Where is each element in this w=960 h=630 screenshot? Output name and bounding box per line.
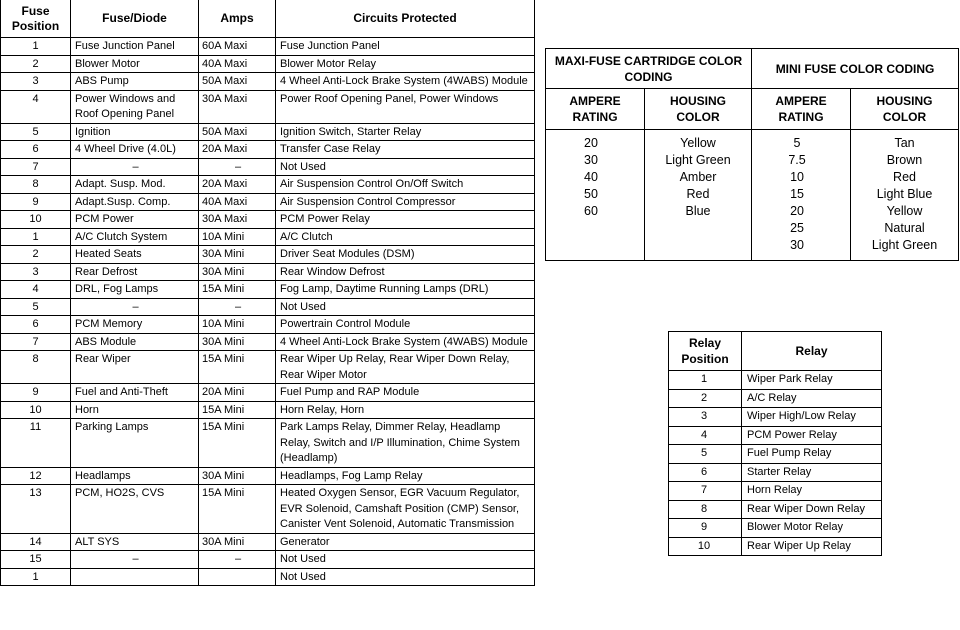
maxi-colors-list bbox=[645, 130, 752, 261]
table-row bbox=[1, 298, 535, 316]
table-row bbox=[669, 371, 882, 390]
table-row bbox=[1, 55, 535, 73]
fuse-amps: 30A Maxi bbox=[199, 90, 276, 123]
maxi-ampere-rating: 20 bbox=[584, 136, 598, 150]
mini-ampere-rating: 30 bbox=[790, 238, 804, 252]
mini-colors-list bbox=[851, 130, 959, 261]
table-row bbox=[669, 389, 882, 408]
fuse-amps: 30A Mini bbox=[199, 467, 276, 485]
fuse-name: Blower Motor bbox=[71, 55, 199, 73]
circuits-protected: Fuel Pump and RAP Module bbox=[276, 384, 535, 402]
circuits-protected: Fuse Junction Panel bbox=[276, 38, 535, 56]
fuse-amps: 50A Maxi bbox=[199, 123, 276, 141]
relay-name: Horn Relay bbox=[742, 482, 882, 501]
relay-position: 8 bbox=[669, 500, 742, 519]
mini-housing-color: Natural bbox=[884, 221, 925, 235]
maxi-ampere-rating: 60 bbox=[584, 204, 598, 218]
fuse-amps: 20A Maxi bbox=[199, 176, 276, 194]
fuse-name: A/C Clutch System bbox=[71, 228, 199, 246]
fuse-name: Fuel and Anti-Theft bbox=[71, 384, 199, 402]
fuse-amps: 40A Maxi bbox=[199, 55, 276, 73]
circuits-protected: Park Lamps Relay, Dimmer Relay, Headlamp Relay, Switch and I/P Illumination, Chime System (Headlamp) bbox=[276, 419, 535, 468]
table-row bbox=[669, 445, 882, 464]
fuse-position: 9 bbox=[1, 384, 71, 402]
fuse-position: 6 bbox=[1, 316, 71, 334]
fuse-amps: 15A Mini bbox=[199, 419, 276, 468]
fuse-name: Parking Lamps bbox=[71, 419, 199, 468]
fuse-amps: – bbox=[199, 158, 276, 176]
fuse-amps: 30A Mini bbox=[199, 263, 276, 281]
table-row bbox=[1, 351, 535, 384]
mini-ratings-list bbox=[752, 130, 851, 261]
fuse-name: ALT SYS bbox=[71, 533, 199, 551]
table-row bbox=[669, 408, 882, 427]
relay-position: 10 bbox=[669, 537, 742, 556]
table-row bbox=[1, 246, 535, 264]
mini-ampere-rating: 7.5 bbox=[788, 153, 806, 167]
mini-housing-color: Light Blue bbox=[876, 187, 933, 201]
maxi-housing-color: Yellow bbox=[680, 136, 716, 150]
fuse-amps: 15A Mini bbox=[199, 485, 276, 534]
relay-position: 1 bbox=[669, 371, 742, 390]
fuse-table-header bbox=[1, 0, 535, 38]
circuits-protected: PCM Power Relay bbox=[276, 211, 535, 229]
fuse-name: Headlamps bbox=[71, 467, 199, 485]
fuse-position: 5 bbox=[1, 123, 71, 141]
fuse-name: – bbox=[71, 158, 199, 176]
fuse-position: 2 bbox=[1, 55, 71, 73]
fuse-name: Rear Defrost bbox=[71, 263, 199, 281]
fuse-position: 1 bbox=[1, 568, 71, 586]
fuse-amps: 10A Mini bbox=[199, 228, 276, 246]
relay-name: Fuel Pump Relay bbox=[742, 445, 882, 464]
relay-position: 4 bbox=[669, 426, 742, 445]
fuse-amps: 20A Maxi bbox=[199, 141, 276, 159]
fuse-position: 6 bbox=[1, 141, 71, 159]
table-row bbox=[1, 263, 535, 281]
circuits-protected: Ignition Switch, Starter Relay bbox=[276, 123, 535, 141]
maxi-housing-color: Blue bbox=[685, 204, 711, 218]
fuse-amps: 30A Mini bbox=[199, 533, 276, 551]
fuse-position: 4 bbox=[1, 281, 71, 299]
relay-table bbox=[668, 331, 882, 556]
circuits-protected: Heated Oxygen Sensor, EGR Vacuum Regulator, EVR Solenoid, Camshaft Position (CMP) Sensor, Canister Vent Solenoid, Automatic Transmission bbox=[276, 485, 535, 534]
relay-position: 6 bbox=[669, 463, 742, 482]
maxi-fuse-color-coding-title: MAXI-FUSE CARTRIDGE COLOR CODING bbox=[546, 49, 752, 89]
relay-name: Wiper Park Relay bbox=[742, 371, 882, 390]
fuse-position: 7 bbox=[1, 333, 71, 351]
relay-name: Rear Wiper Up Relay bbox=[742, 537, 882, 556]
table-row bbox=[669, 500, 882, 519]
circuits-protected: A/C Clutch bbox=[276, 228, 535, 246]
table-row bbox=[1, 228, 535, 246]
circuits-protected: 4 Wheel Anti-Lock Brake System (4WABS) Module bbox=[276, 73, 535, 91]
table-row bbox=[1, 176, 535, 194]
table-row bbox=[1, 333, 535, 351]
relay-name: A/C Relay bbox=[742, 389, 882, 408]
mini-housing-color: Brown bbox=[886, 153, 923, 167]
mini-ampere-rating: 20 bbox=[790, 204, 804, 218]
fuse-name: – bbox=[71, 298, 199, 316]
table-row bbox=[669, 519, 882, 538]
fuse-amps: 50A Maxi bbox=[199, 73, 276, 91]
fuse-name: PCM Memory bbox=[71, 316, 199, 334]
table-row bbox=[1, 419, 535, 468]
table-row bbox=[669, 537, 882, 556]
fuse-position: 3 bbox=[1, 73, 71, 91]
table-row bbox=[1, 533, 535, 551]
fuse-position: 7 bbox=[1, 158, 71, 176]
circuits-protected: Fog Lamp, Daytime Running Lamps (DRL) bbox=[276, 281, 535, 299]
fuse-position: 13 bbox=[1, 485, 71, 534]
mini-ampere-rating-header: AMPERE RATING bbox=[752, 89, 851, 130]
fuse-amps: 30A Mini bbox=[199, 333, 276, 351]
circuits-protected: Not Used bbox=[276, 568, 535, 586]
relay-position: 3 bbox=[669, 408, 742, 427]
fuse-name: Adapt.Susp. Comp. bbox=[71, 193, 199, 211]
header-relay-position: Relay Position bbox=[669, 332, 742, 371]
table-row bbox=[1, 551, 535, 569]
maxi-ampere-rating: 30 bbox=[584, 153, 598, 167]
mini-ampere-rating: 10 bbox=[790, 170, 804, 184]
table-row bbox=[1, 281, 535, 299]
relay-table-body bbox=[669, 371, 882, 556]
fuse-name: ABS Pump bbox=[71, 73, 199, 91]
fuse-amps: 40A Maxi bbox=[199, 193, 276, 211]
fuse-position: 5 bbox=[1, 298, 71, 316]
header-fuse-diode: Fuse/Diode bbox=[71, 0, 199, 38]
mini-housing-color: Tan bbox=[894, 136, 915, 150]
table-row bbox=[1, 568, 535, 586]
circuits-protected: Not Used bbox=[276, 158, 535, 176]
relay-name: Rear Wiper Down Relay bbox=[742, 500, 882, 519]
fuse-amps bbox=[199, 568, 276, 586]
fuse-amps: 15A Mini bbox=[199, 401, 276, 419]
table-row bbox=[1, 193, 535, 211]
fuse-amps: 15A Mini bbox=[199, 351, 276, 384]
mini-fuse-color-coding-title: MINI FUSE COLOR CODING bbox=[752, 49, 959, 89]
table-row bbox=[1, 123, 535, 141]
fuse-name: – bbox=[71, 551, 199, 569]
fuse-position: 4 bbox=[1, 90, 71, 123]
table-row bbox=[1, 38, 535, 56]
mini-housing-color: Light Green bbox=[871, 238, 938, 252]
relay-position: 9 bbox=[669, 519, 742, 538]
circuits-protected: Transfer Case Relay bbox=[276, 141, 535, 159]
fuse-position: 12 bbox=[1, 467, 71, 485]
mini-ampere-rating: 15 bbox=[790, 187, 804, 201]
circuits-protected: Not Used bbox=[276, 298, 535, 316]
table-row bbox=[669, 426, 882, 445]
circuits-protected: Horn Relay, Horn bbox=[276, 401, 535, 419]
table-row bbox=[669, 482, 882, 501]
fuse-position: 8 bbox=[1, 176, 71, 194]
mini-housing-color: Red bbox=[893, 170, 916, 184]
header-fuse-position: Fuse Position bbox=[1, 0, 71, 38]
fuse-amps: 60A Maxi bbox=[199, 38, 276, 56]
fuse-position: 11 bbox=[1, 419, 71, 468]
fuse-position: 1 bbox=[1, 228, 71, 246]
fuse-name: Adapt. Susp. Mod. bbox=[71, 176, 199, 194]
fuse-position: 10 bbox=[1, 211, 71, 229]
fuse-name: Heated Seats bbox=[71, 246, 199, 264]
relay-name: Wiper High/Low Relay bbox=[742, 408, 882, 427]
table-row bbox=[1, 73, 535, 91]
fuse-position: 14 bbox=[1, 533, 71, 551]
maxi-ratings-list bbox=[546, 130, 645, 261]
circuits-protected: Rear Window Defrost bbox=[276, 263, 535, 281]
maxi-ampere-rating: 50 bbox=[584, 187, 598, 201]
maxi-ampere-rating: 40 bbox=[584, 170, 598, 184]
table-row bbox=[1, 401, 535, 419]
maxi-housing-color-header: HOUSING COLOR bbox=[645, 89, 752, 130]
relay-position: 7 bbox=[669, 482, 742, 501]
circuits-protected: Power Roof Opening Panel, Power Windows bbox=[276, 90, 535, 123]
table-row bbox=[1, 485, 535, 534]
fuse-amps: 20A Mini bbox=[199, 384, 276, 402]
table-row bbox=[1, 467, 535, 485]
table-row bbox=[1, 384, 535, 402]
fuse-position: 2 bbox=[1, 246, 71, 264]
circuits-protected: Air Suspension Control On/Off Switch bbox=[276, 176, 535, 194]
fuse-position: 1 bbox=[1, 38, 71, 56]
fuse-position: 15 bbox=[1, 551, 71, 569]
table-row bbox=[1, 90, 535, 123]
circuits-protected: Headlamps, Fog Lamp Relay bbox=[276, 467, 535, 485]
fuse-position: 9 bbox=[1, 193, 71, 211]
table-row bbox=[1, 141, 535, 159]
fuse-name: 4 Wheel Drive (4.0L) bbox=[71, 141, 199, 159]
maxi-housing-color: Red bbox=[686, 187, 710, 201]
circuits-protected: Powertrain Control Module bbox=[276, 316, 535, 334]
fuse-amps: – bbox=[199, 551, 276, 569]
relay-name: PCM Power Relay bbox=[742, 426, 882, 445]
relay-name: Blower Motor Relay bbox=[742, 519, 882, 538]
circuits-protected: Driver Seat Modules (DSM) bbox=[276, 246, 535, 264]
mini-ampere-rating: 5 bbox=[793, 136, 801, 150]
fuse-position: 8 bbox=[1, 351, 71, 384]
mini-housing-color-header: HOUSING COLOR bbox=[851, 89, 959, 130]
relay-name: Starter Relay bbox=[742, 463, 882, 482]
header-relay: Relay bbox=[742, 332, 882, 371]
fuse-name: ABS Module bbox=[71, 333, 199, 351]
relay-position: 5 bbox=[669, 445, 742, 464]
relay-position: 2 bbox=[669, 389, 742, 408]
circuits-protected: Blower Motor Relay bbox=[276, 55, 535, 73]
table-row bbox=[1, 211, 535, 229]
fuse-name: Rear Wiper bbox=[71, 351, 199, 384]
header-amps: Amps bbox=[199, 0, 276, 38]
header-circuits-protected: Circuits Protected bbox=[276, 0, 535, 38]
maxi-ampere-rating-header: AMPERE RATING bbox=[546, 89, 645, 130]
color-coding-table bbox=[545, 48, 959, 261]
maxi-housing-color: Amber bbox=[679, 170, 717, 184]
table-row bbox=[1, 316, 535, 334]
fuse-name: PCM Power bbox=[71, 211, 199, 229]
fuse-position: 10 bbox=[1, 401, 71, 419]
fuse-name bbox=[71, 568, 199, 586]
fuse-amps: 30A Mini bbox=[199, 246, 276, 264]
fuse-amps: 10A Mini bbox=[199, 316, 276, 334]
fuse-name: PCM, HO2S, CVS bbox=[71, 485, 199, 534]
fuse-name: Horn bbox=[71, 401, 199, 419]
table-row bbox=[1, 158, 535, 176]
maxi-housing-color: Light Green bbox=[665, 153, 731, 167]
fuse-amps: 30A Maxi bbox=[199, 211, 276, 229]
fuse-amps: – bbox=[199, 298, 276, 316]
fuse-position: 3 bbox=[1, 263, 71, 281]
circuits-protected: Generator bbox=[276, 533, 535, 551]
fuse-name: Power Windows and Roof Opening Panel bbox=[71, 90, 199, 123]
table-row bbox=[669, 463, 882, 482]
circuits-protected: 4 Wheel Anti-Lock Brake System (4WABS) Module bbox=[276, 333, 535, 351]
mini-housing-color: Yellow bbox=[886, 204, 923, 218]
fuse-name: DRL, Fog Lamps bbox=[71, 281, 199, 299]
circuits-protected: Rear Wiper Up Relay, Rear Wiper Down Relay, Rear Wiper Motor bbox=[276, 351, 535, 384]
mini-ampere-rating: 25 bbox=[790, 221, 804, 235]
circuits-protected: Air Suspension Control Compressor bbox=[276, 193, 535, 211]
circuits-protected: Not Used bbox=[276, 551, 535, 569]
fuse-name: Fuse Junction Panel bbox=[71, 38, 199, 56]
fuse-name: Ignition bbox=[71, 123, 199, 141]
fuse-table-body bbox=[1, 38, 535, 586]
fuse-amps: 15A Mini bbox=[199, 281, 276, 299]
